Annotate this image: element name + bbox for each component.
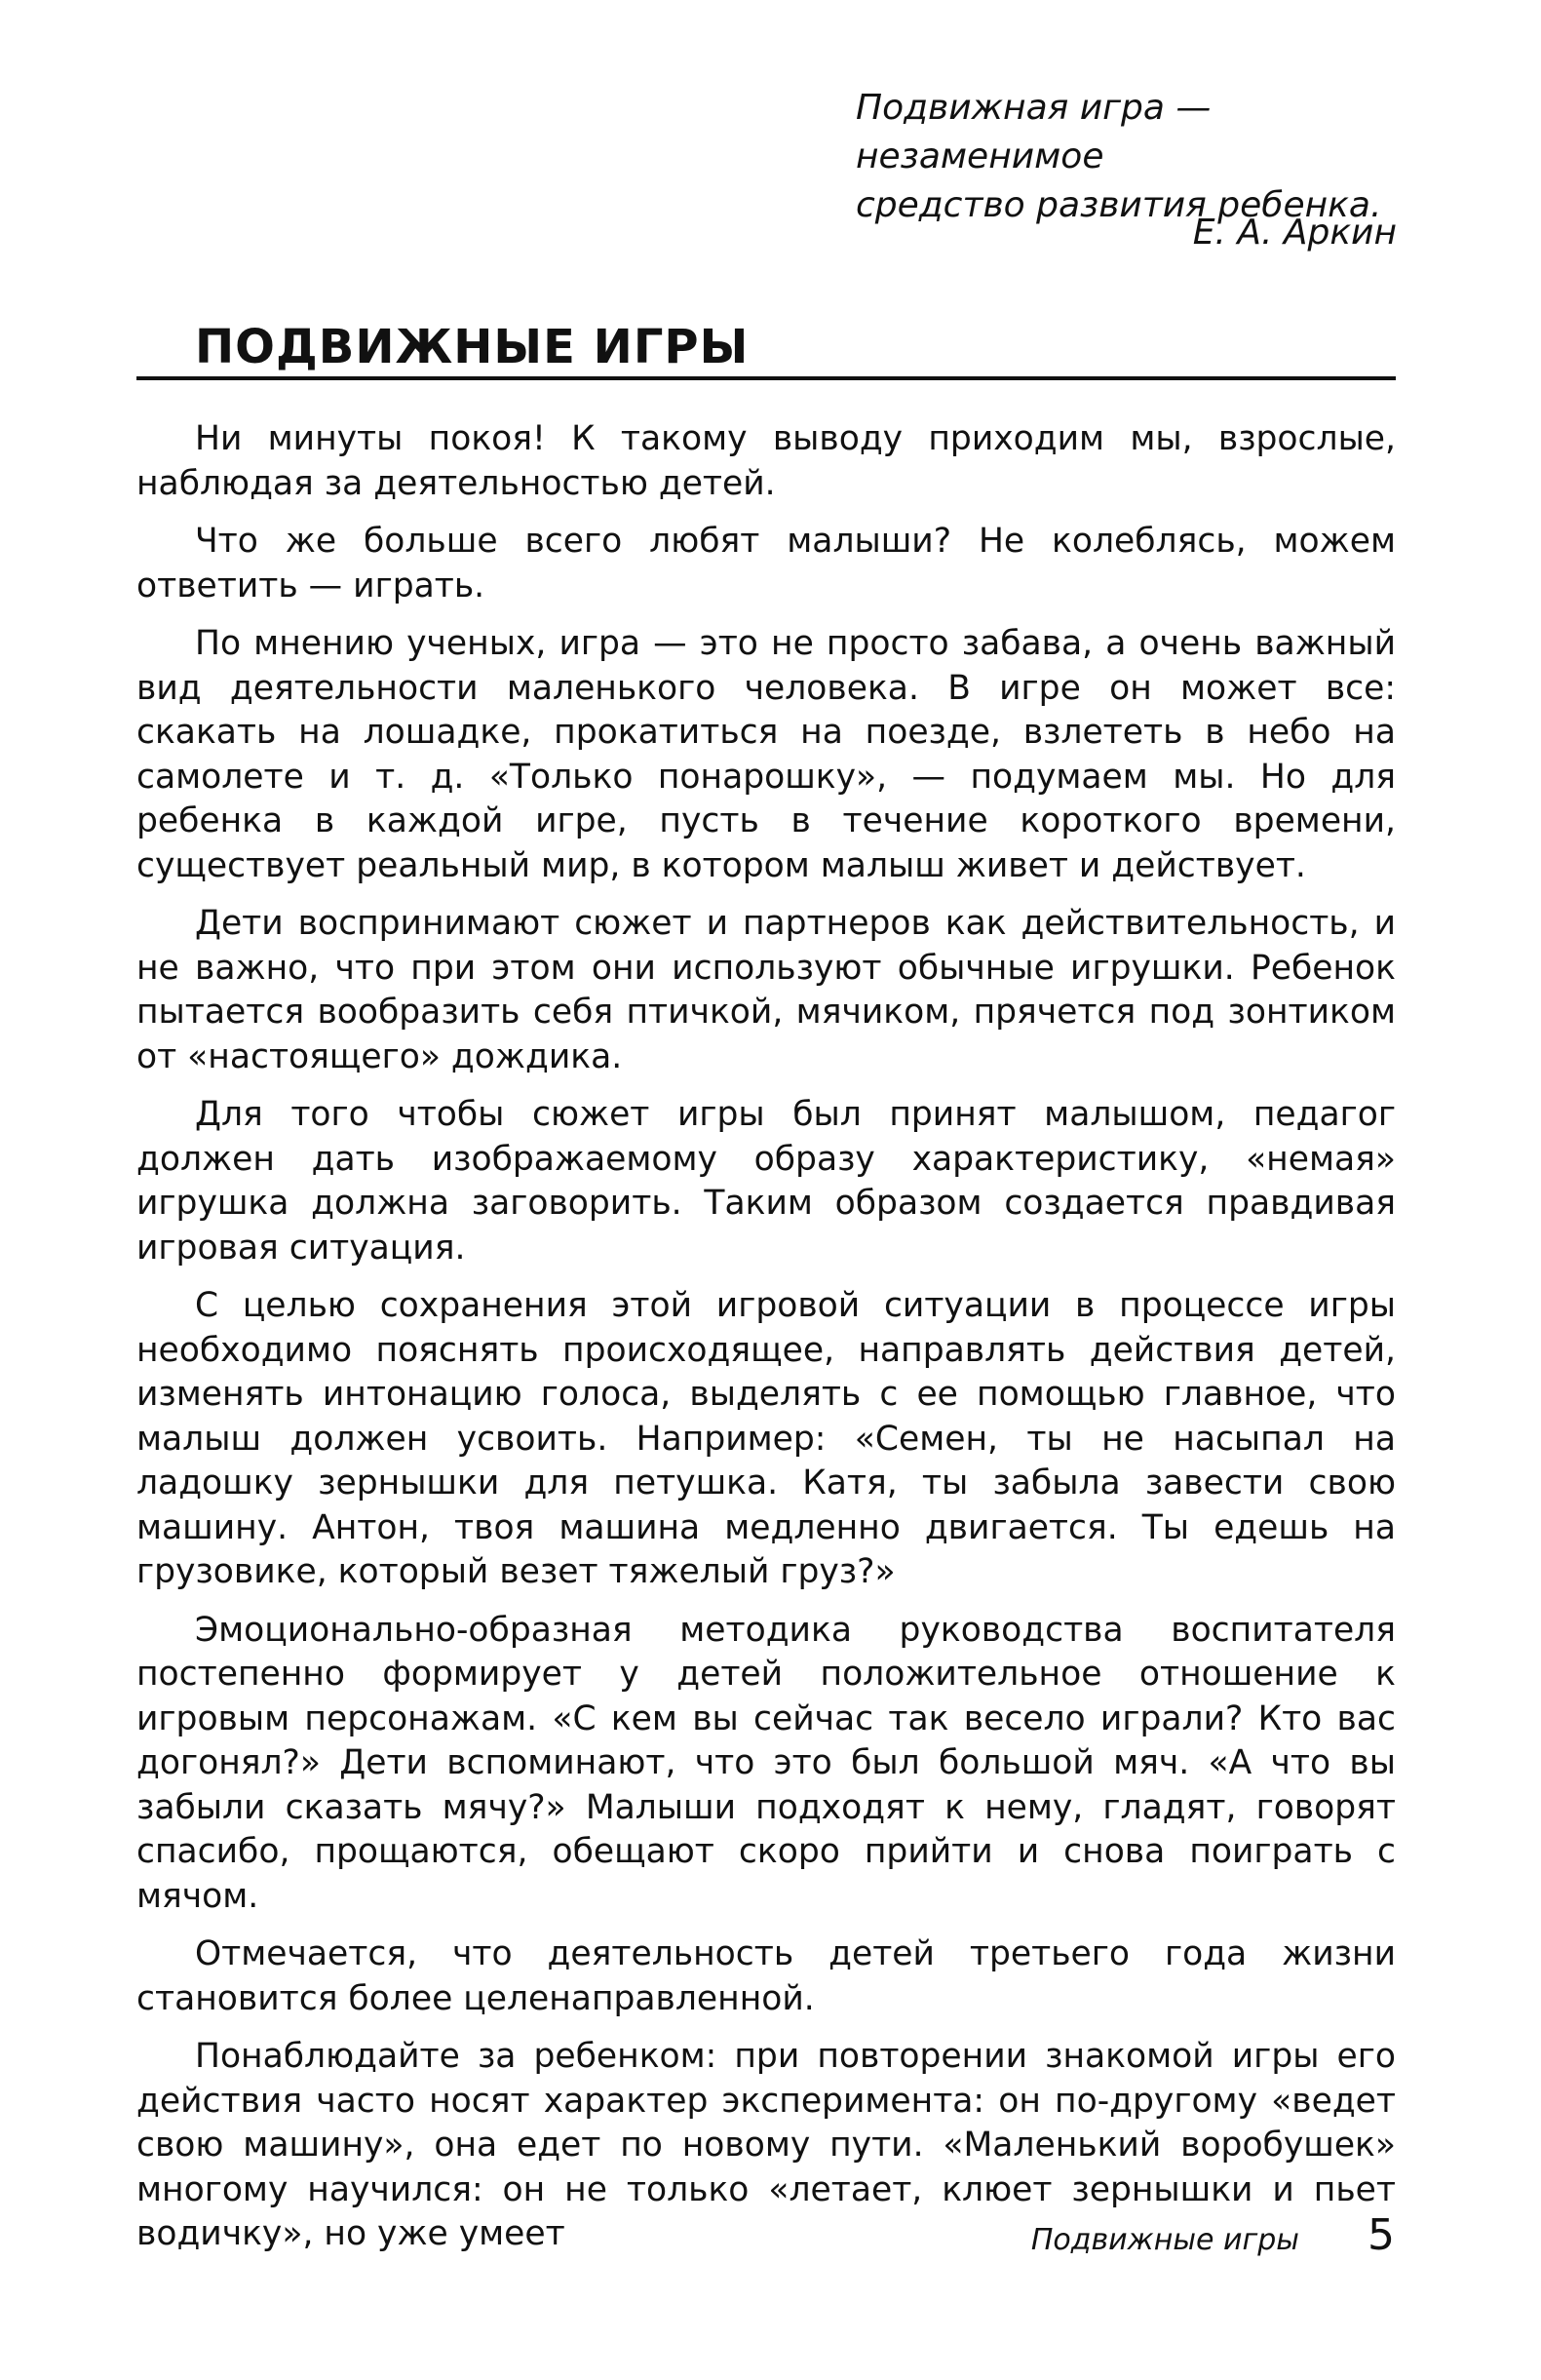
- paragraph: Эмоционально-образная методика руководства воспитателя постепенно формирует у детей положительное отношение к игровым персонажам. «С кем вы сейчас так весело играли? Кто вас догонял?» Дети вспоминают, что это был большой мяч. «А что вы забыли сказать мячу?» Малыши подходят к нему, гладят, говорят спасибо, прощаются, обещают скоро прийти и снова поиграть с мячом.: [136, 1610, 1396, 1916]
- paragraph: С целью сохранения этой игровой ситуации в процессе игры необходимо пояснять происходящее, направлять действия детей, изменять интонацию голоса, выделять с ее помощью главное, что малыш должен усвоить. Например: «Семен, ты не насыпал на ладошку зернышки для петушка. Катя, ты забыла завести свою машину. Антон, твоя машина медленно двигается. Ты едешь на грузовике, который везет тяжелый груз?»: [136, 1286, 1396, 1591]
- paragraph: Дети воспринимают сюжет и партнеров как действительность, и не важно, что при этом они используют обычные игрушки. Ребенок пытается вообразить себя птичкой, мячиком, прячется под зонтиком от «настоящего» дождика.: [136, 904, 1396, 1076]
- epigraph-line-1: Подвижная игра — незаменимое: [856, 88, 1212, 176]
- chapter-title: ПОДВИЖНЫЕ ИГРЫ: [195, 320, 750, 374]
- paragraph: Ни минуты покоя! К такому выводу приходим мы, взрослые, наблюдая за деятельностью детей.: [136, 419, 1396, 503]
- page-number: 5: [1368, 2210, 1395, 2260]
- paragraph: Что же больше всего любят малыши? Не колеблясь, можем ответить — играть.: [136, 522, 1396, 605]
- epigraph-author: Е. А. Аркин: [1192, 213, 1397, 253]
- paragraph: Отмечается, что деятельность детей третьего года жизни становится более целенаправленной.: [136, 1934, 1396, 2018]
- paragraph: Для того чтобы сюжет игры был принят малышом, педагог должен дать изображаемому образу характеристику, «немая» игрушка должна заговорить. Таким образом создается правдивая игровая ситуация.: [136, 1095, 1396, 1268]
- running-title: Подвижные игры: [1030, 2223, 1299, 2257]
- paragraph: По мнению ученых, игра — это не просто забава, а очень важный вид деятельности маленького человека. В игре он может все: скакать на лошадке, прокатиться на поезде, взлететь в небо на самолете и т. д. «Только понарошку», — подумаем мы. Но для ребенка в каждой игре, пусть в течение короткого времени, существует реальный мир, в котором малыш живет и действует.: [136, 624, 1396, 885]
- epigraph-line-2: средство развития ребенка.: [856, 185, 1382, 225]
- paragraph: Понаблюдайте за ребенком: при повторении знакомой игры его действия часто носят характер эксперимента: он по-другому «ведет свою машину», она едет по новому пути. «Маленький воробушек» многому научился: он не только «летает, клюет зернышки и пьет водичку», но уже умеет: [136, 2037, 1396, 2253]
- body-text: [136, 417, 1396, 2271]
- title-rule: [136, 376, 1396, 380]
